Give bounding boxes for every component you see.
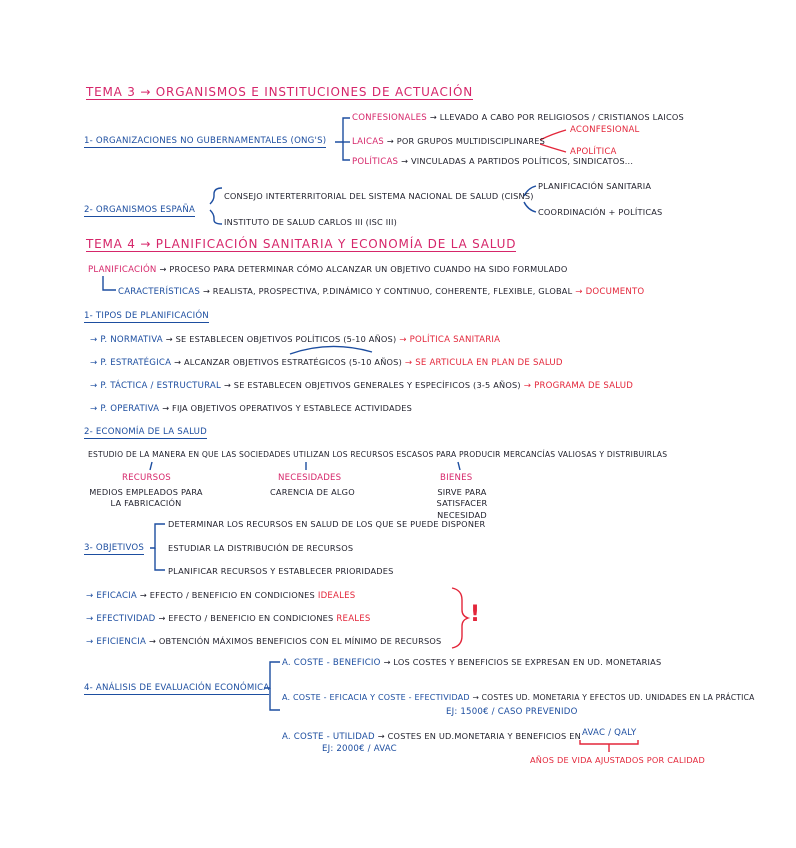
concept-bienes-head: BIENES xyxy=(440,473,473,483)
tipo-head: → P. ESTRATÉGICA xyxy=(90,358,172,368)
avac-note: AÑOS DE VIDA AJUSTADOS POR CALIDAD xyxy=(530,755,705,765)
caracteristicas-head: CARACTERÍSTICAS xyxy=(118,287,200,297)
analisis-row xyxy=(282,732,581,742)
analisis-text: → COSTES UD. MONETARIA Y EFECTOS UD. UNIDADES EN LA PRÁCTICA xyxy=(472,693,755,702)
concept-necesidades-text: CARENCIA DE ALGO xyxy=(270,487,355,497)
concept-recursos-text: MEDIOS EMPLEADOS PARA LA FABRICACIÓN xyxy=(89,487,203,509)
concept-bienes-text: SIRVE PARA SATISFACER NECESIDAD xyxy=(436,487,488,520)
tipo-result: → PROGRAMA DE SALUD xyxy=(523,381,634,391)
tipo-row xyxy=(90,381,633,391)
analisis-text: → LOS COSTES Y BENEFICIOS SE EXPRESAN EN UD. MONETARIAS xyxy=(383,657,662,667)
tema3-title: TEMA 3 → ORGANISMOS E INSTITUCIONES DE ACTUACIÓN xyxy=(86,85,473,99)
analisis-label: 4- ANÁLISIS DE EVALUACIÓN ECONÓMICA xyxy=(84,683,270,693)
eficacia-row xyxy=(86,591,355,601)
exclamation-mark: ! xyxy=(470,602,481,627)
aconfesional-label: ACONFESIONAL xyxy=(570,125,640,135)
tipo-result: → POLÍTICA SANITARIA xyxy=(399,335,501,345)
organismos-label: 2- ORGANISMOS ESPAÑA xyxy=(84,205,196,215)
analisis-head: A. COSTE - EFICACIA Y COSTE - EFECTIVIDAD xyxy=(282,693,470,702)
objetivos-label: 3- OBJETIVOS xyxy=(84,543,145,553)
efectividad-row xyxy=(86,614,371,624)
laicas-head: LAICAS xyxy=(352,137,384,147)
tipo-head: → P. TÁCTICA / ESTRUCTURAL xyxy=(90,381,221,391)
eficiencia-text: → OBTENCIÓN MÁXIMOS BENEFICIOS CON EL MÍNIMO DE RECURSOS xyxy=(149,636,442,646)
concept-necesidades-head: NECESIDADES xyxy=(278,473,342,483)
apolitica-label: APOLÍTICA xyxy=(570,147,617,157)
tipos-label: 1- TIPOS DE PLANIFICACIÓN xyxy=(84,311,209,321)
politicas-head: POLÍTICAS xyxy=(352,157,399,167)
avac-label: AVAC / QALY xyxy=(582,728,637,738)
eficacia-head: → EFICACIA xyxy=(86,591,137,601)
analisis-row xyxy=(282,694,755,702)
ong-label: 1- ORGANIZACIONES NO GUBERNAMENTALES (ONG'S) xyxy=(84,136,327,146)
planificacion-head: PLANIFICACIÓN xyxy=(88,265,157,275)
caracteristicas-row xyxy=(118,287,644,297)
analisis-head: A. COSTE - BENEFICIO xyxy=(282,658,381,668)
analisis-example: EJ: 2000€ / AVAC xyxy=(322,744,397,754)
planificacion-sanitaria-branch: PLANIFICACIÓN SANITARIA xyxy=(538,181,652,191)
tipo-row xyxy=(90,404,412,414)
tipo-row xyxy=(90,358,563,368)
analisis-row xyxy=(282,658,661,668)
tipo-text: → ALCANZAR OBJETIVOS ESTRATÉGICOS (5-10 AÑOS) xyxy=(174,357,402,367)
ong-politicas xyxy=(352,157,633,167)
economia-definition: ESTUDIO DE LA MANERA EN QUE LAS SOCIEDADES UTILIZAN LOS RECURSOS ESCASOS PARA PRODUCIR MERCANCÍAS VALIOSAS Y DISTRIBUIRLAS xyxy=(88,450,668,459)
cisns-text: CONSEJO INTERTERRITORIAL DEL SISTEMA NACIONAL DE SALUD (CISNS) xyxy=(224,191,534,201)
efectividad-text: → EFECTO / BENEFICIO EN CONDICIONES xyxy=(158,613,334,623)
planificacion-def xyxy=(88,265,568,275)
efectividad-result: REALES xyxy=(336,614,371,624)
confesionales-text: → LLEVADO A CABO POR RELIGIOSOS / CRISTIANOS LAICOS xyxy=(429,112,684,122)
eficiencia-row xyxy=(86,637,441,647)
economia-label: 2- ECONOMÍA DE LA SALUD xyxy=(84,427,207,437)
politicas-text: → VINCULADAS A PARTIDOS POLÍTICOS, SINDICATOS... xyxy=(401,156,634,166)
ong-confesionales xyxy=(352,113,684,123)
tipo-head: → P. NORMATIVA xyxy=(90,335,163,345)
tipo-head: → P. OPERATIVA xyxy=(90,404,160,414)
tipo-result: → SE ARTICULA EN PLAN DE SALUD xyxy=(404,358,563,368)
tipo-text: → SE ESTABLECEN OBJETIVOS GENERALES Y ESPECÍFICOS (3-5 AÑOS) xyxy=(223,380,521,390)
tipo-text: → SE ESTABLECEN OBJETIVOS POLÍTICOS (5-10 AÑOS) xyxy=(165,334,397,344)
planificacion-text: → PROCESO PARA DETERMINAR CÓMO ALCANZAR UN OBJETIVO CUANDO HA SIDO FORMULADO xyxy=(159,264,568,274)
objetivo-item: PLANIFICAR RECURSOS Y ESTABLECER PRIORIDADES xyxy=(168,566,394,576)
eficacia-text: → EFECTO / BENEFICIO EN CONDICIONES xyxy=(139,590,315,600)
laicas-text: → POR GRUPOS MULTIDISCIPLINARES xyxy=(386,136,546,146)
analisis-example: EJ: 1500€ / CASO PREVENIDO xyxy=(446,707,578,717)
eficiencia-head: → EFICIENCIA xyxy=(86,637,147,647)
analisis-text: → COSTES EN UD.MONETARIA Y BENEFICIOS EN xyxy=(377,731,581,741)
objetivo-item: ESTUDIAR LA DISTRIBUCIÓN DE RECURSOS xyxy=(168,543,354,553)
eficacia-result: IDEALES xyxy=(317,591,356,601)
tipo-row xyxy=(90,335,500,345)
objetivo-item: DETERMINAR LOS RECURSOS EN SALUD DE LOS QUE SE PUEDE DISPONER xyxy=(168,519,486,529)
tema4-title: TEMA 4 → PLANIFICACIÓN SANITARIA Y ECONOMÍA DE LA SALUD xyxy=(86,237,517,251)
tipo-text: → FIJA OBJETIVOS OPERATIVOS Y ESTABLECE ACTIVIDADES xyxy=(162,403,413,413)
confesionales-head: CONFESIONALES xyxy=(352,113,427,123)
isciii-text: INSTITUTO DE SALUD CARLOS III (ISC III) xyxy=(224,217,398,227)
caracteristicas-text: → REALISTA, PROSPECTIVA, P.DINÁMICO Y CONTINUO, COHERENTE, FLEXIBLE, GLOBAL xyxy=(202,286,573,296)
documento-result: → DOCUMENTO xyxy=(575,287,645,297)
concept-recursos-head: RECURSOS xyxy=(122,473,171,483)
coordinacion-branch: COORDINACIÓN + POLÍTICAS xyxy=(538,207,663,217)
analisis-head: A. COSTE - UTILIDAD xyxy=(282,732,375,742)
ong-laicas xyxy=(352,137,545,147)
efectividad-head: → EFECTIVIDAD xyxy=(86,614,156,624)
